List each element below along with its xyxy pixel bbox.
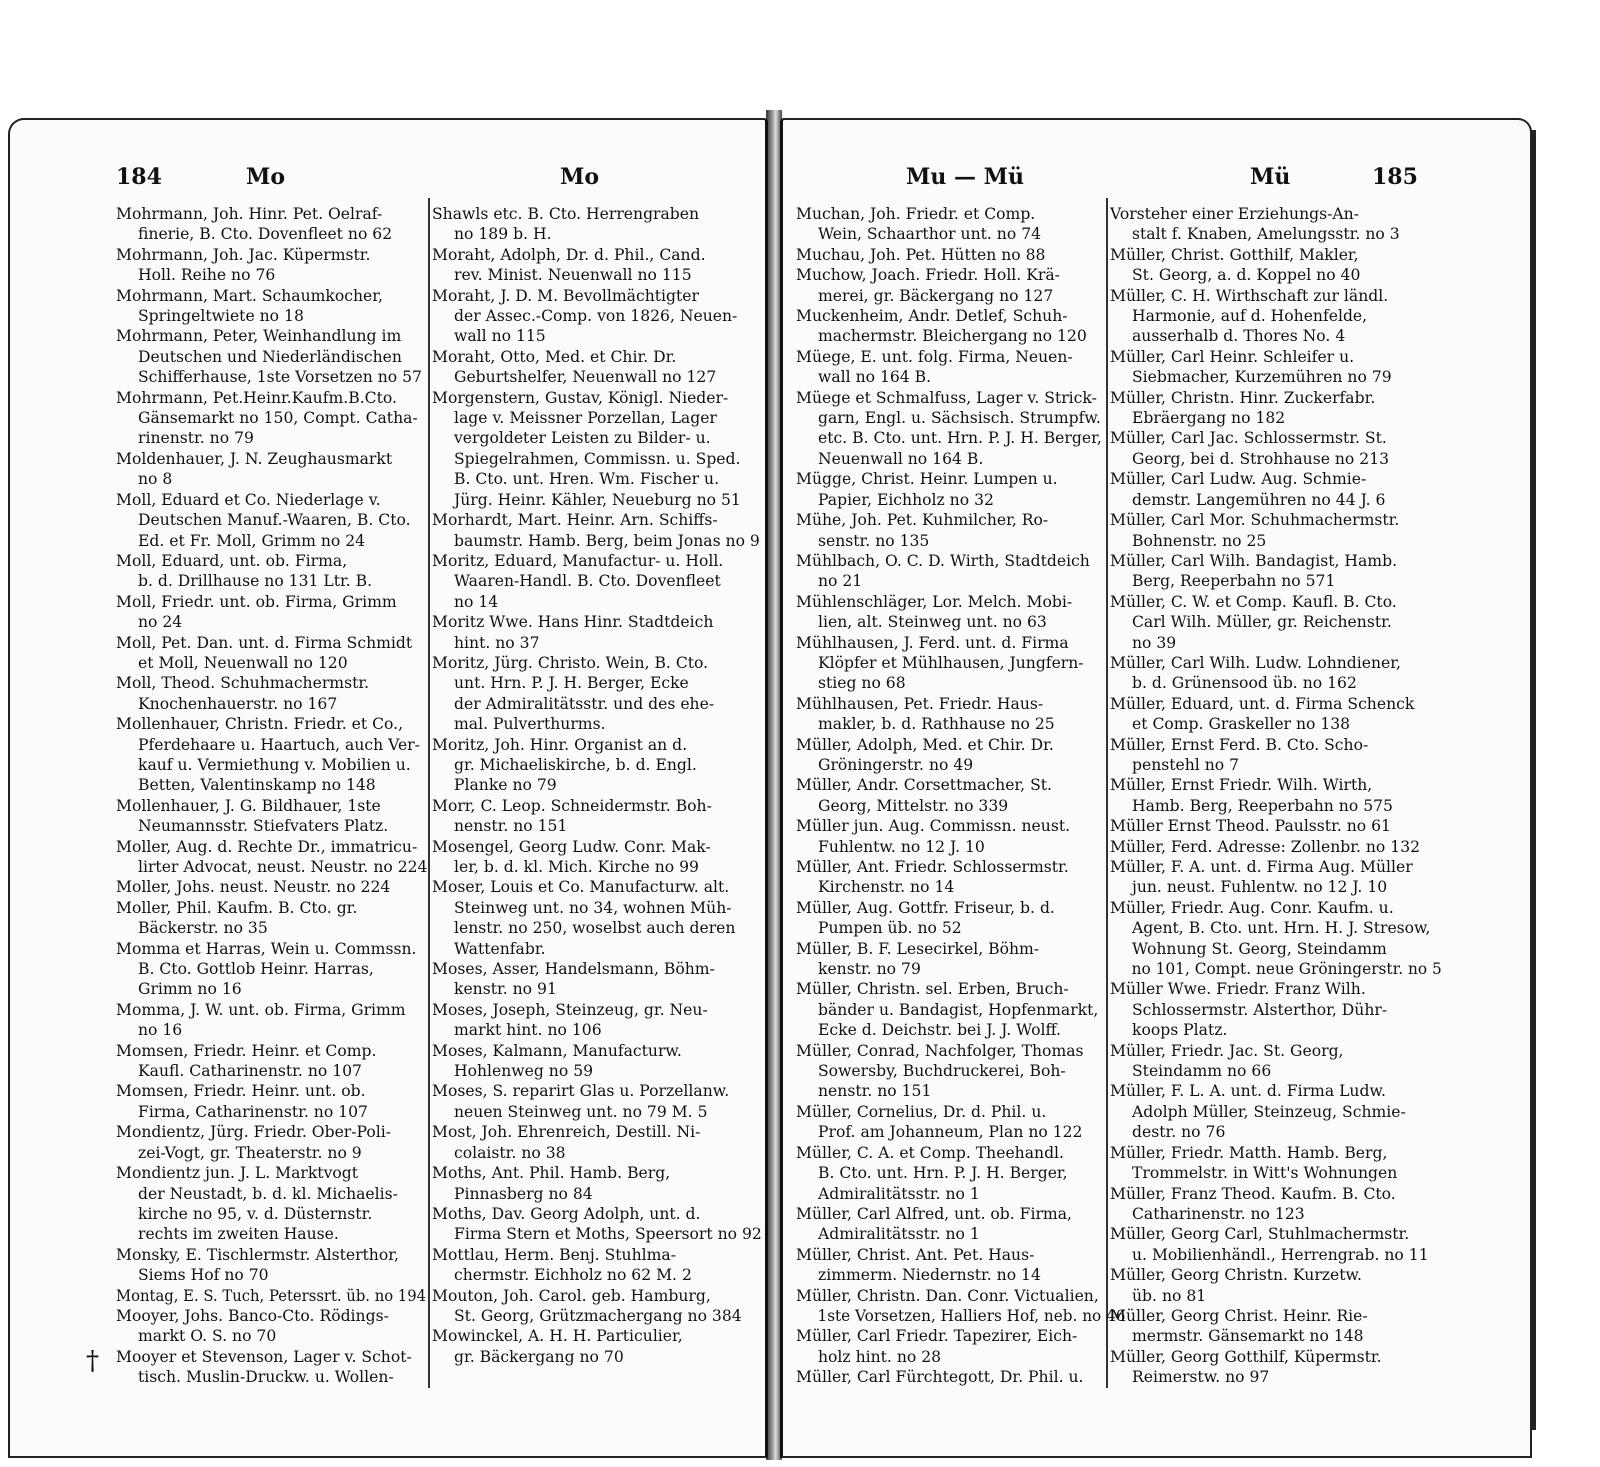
text-line: ler, b. d. kl. Mich. Kirche no 99 (454, 858, 699, 876)
right-page-column-2 (1110, 204, 1442, 1388)
text-line: Mohrmann, Joh. Hinr. Pet. Oelraf- (116, 205, 383, 223)
text-line: der Admiralitätsstr. und des ehe- (454, 694, 715, 713)
text-line: Müller, Franz Theod. Kaufm. B. Cto. (1110, 1184, 1396, 1203)
text-line: Momma et Harras, Wein u. Commssn. (116, 939, 417, 958)
text-line: Müller, Carl Wilh. Ludw. Lohndiener, (1110, 653, 1401, 672)
text-line: Geburtshelfer, Neuenwall no 127 (454, 368, 717, 387)
text-line: Mooyer et Stevenson, Lager v. Schot- (116, 1347, 412, 1366)
text-line: Kaufl. Catharinenstr. no 107 (138, 1062, 362, 1081)
text-line: Springeltwiete no 18 (138, 307, 304, 326)
text-line: Müller, Carl Jac. Schlossermstr. St. (1110, 429, 1387, 448)
left-column-rule (428, 198, 430, 1388)
text-line: kauf u. Vermiethung v. Mobilien u. (138, 755, 411, 774)
text-line: wall no 164 B. (818, 368, 932, 387)
text-line: kenstr. no 79 (818, 960, 921, 979)
text-line: Kirchenstr. no 14 (818, 878, 955, 897)
text-line: Müller, Friedr. Aug. Conr. Kaufm. u. (1110, 898, 1394, 917)
text-line: Müller, Ernst Friedr. Wilh. Wirth, (1110, 776, 1373, 795)
text-line: Pferdehaare u. Haartuch, auch Ver- (138, 735, 420, 754)
text-line: Jürg. Heinr. Kähler, Neueburg no 51 (454, 490, 741, 509)
text-line: Müller, Adolph, Med. et Chir. Dr. (796, 735, 1054, 754)
text-line: Harmonie, auf d. Hohenfelde, (1132, 307, 1368, 326)
text-line: der Assec.-Comp. von 1826, Neuen- (454, 307, 738, 326)
text-line: Müller, Christ. Gotthilf, Makler, (1110, 245, 1359, 264)
text-line: lien, alt. Steinweg unt. no 63 (818, 613, 1047, 632)
text-line: merei, gr. Bäckergang no 127 (818, 286, 1054, 305)
text-line: Neumannsstr. Stiefvaters Platz. (138, 817, 389, 836)
text-line: Moll, Theod. Schuhmachermstr. (116, 674, 370, 693)
text-line: no 39 (1132, 633, 1177, 652)
text-line: zimmerm. Niedernstr. no 14 (818, 1266, 1041, 1285)
text-line: ausserhalb d. Thores No. 4 (1132, 327, 1346, 346)
text-line: Müller, Christn. Dan. Conr. Victualien, (796, 1286, 1099, 1305)
text-line: Müller, Christn. Hinr. Zuckerfabr. (1110, 388, 1376, 407)
text-line: Müller, C. W. et Comp. Kaufl. B. Cto. (1110, 592, 1397, 611)
page-edge (1530, 130, 1536, 1430)
text-line: Moraht, Otto, Med. et Chir. Dr. (432, 347, 677, 366)
text-line: Betten, Valentinskamp no 148 (138, 776, 376, 795)
text-line: vergoldeter Leisten zu Bilder- u. (454, 429, 711, 448)
text-line: Mohrmann, Joh. Jac. Küpermstr. (116, 245, 371, 264)
text-line: Moller, Phil. Kaufm. B. Cto. gr. (116, 898, 358, 917)
text-line: Moses, Kalmann, Manufacturw. (432, 1041, 682, 1060)
text-line: Pinnasberg no 84 (454, 1184, 593, 1203)
text-line: Shawls etc. B. Cto. Herrengraben (432, 205, 700, 223)
text-line: Schlossermstr. Alsterthor, Dühr- (1132, 1000, 1388, 1019)
text-line: bänder u. Bandagist, Hopfenmarkt, (818, 1000, 1099, 1019)
text-line: Moll, Eduard et Co. Niederlage v. (116, 490, 381, 509)
text-line: Mohrmann, Peter, Weinhandlung im (116, 327, 402, 346)
text-line: Moritz, Jürg. Christo. Wein, B. Cto. (432, 653, 709, 672)
text-line: no 8 (138, 470, 173, 489)
text-line: Hamb. Berg, Reeperbahn no 575 (1132, 796, 1393, 815)
text-line: Mollenhauer, Christn. Friedr. et Co., (116, 715, 404, 734)
left-page-number: 184 (116, 164, 162, 190)
right-header-right: Mü (1250, 164, 1291, 190)
text-line: Moser, Louis et Co. Manufacturw. alt. (432, 878, 730, 897)
text-line: et Comp. Graskeller no 138 (1132, 715, 1351, 734)
text-line: Mühlhausen, Pet. Friedr. Haus- (796, 694, 1044, 713)
text-line: Steinweg unt. no 34, wohnen Müh- (454, 898, 732, 917)
text-line: b. d. Drillhause no 131 Ltr. B. (138, 572, 373, 591)
text-line: Bäckerstr. no 35 (138, 919, 268, 938)
text-line: lenstr. no 250, woselbst auch deren (454, 919, 736, 938)
text-line: markt O. S. no 70 (138, 1327, 277, 1346)
text-line: Carl Wilh. Müller, gr. Reichenstr. (1132, 613, 1392, 632)
text-line: et Moll, Neuenwall no 120 (138, 653, 348, 672)
text-line: Momsen, Friedr. Heinr. unt. ob. (116, 1082, 366, 1101)
text-line: mal. Pulverthurms. (454, 715, 606, 734)
text-line: Momma, J. W. unt. ob. Firma, Grimm (116, 1000, 406, 1019)
text-line: Müller, Ant. Friedr. Schlossermstr. (796, 858, 1069, 876)
text-line: Reimerstw. no 97 (1132, 1368, 1270, 1387)
text-line: Moses, S. reparirt Glas u. Porzellanw. (432, 1082, 730, 1101)
right-column-rule (1106, 198, 1108, 1388)
text-line: Müller, C. H. Wirthschaft zur ländl. (1110, 286, 1389, 305)
text-line: Steindamm no 66 (1132, 1062, 1272, 1081)
text-line: Müller, Friedr. Matth. Hamb. Berg, (1110, 1143, 1388, 1162)
text-line: Moses, Asser, Handelsmann, Böhm- (432, 960, 715, 979)
text-line: Ecke d. Deichstr. bei J. J. Wolff. (818, 1021, 1061, 1040)
text-line: Moritz, Joh. Hinr. Organist an d. (432, 735, 688, 754)
text-line: üb. no 81 (1132, 1286, 1207, 1305)
text-line: Montag, E. S. Tuch, Peterssrt. üb. no 194 (116, 1286, 427, 1305)
text-line: demstr. Langemühren no 44 J. 6 (1132, 490, 1386, 509)
text-line: neuen Steinweg unt. no 79 M. 5 (454, 1102, 708, 1121)
text-line: der Neustadt, b. d. kl. Michaelis- (138, 1184, 398, 1203)
text-line: Moll, Eduard, unt. ob. Firma, (116, 551, 348, 570)
text-line: Holl. Reihe no 76 (138, 266, 276, 285)
text-line: gr. Bäckergang no 70 (454, 1347, 624, 1366)
text-line: lage v. Meissner Porzellan, Lager (454, 409, 717, 428)
text-line: Fuhlentw. no 12 J. 10 (818, 837, 985, 856)
text-line: Müller, Ferd. Adresse: Zollenbr. no 132 (1110, 837, 1421, 856)
text-line: Vorsteher einer Erziehungs-An- (1110, 205, 1359, 223)
text-line: Wattenfabr. (454, 939, 546, 958)
text-line: Müller, F. L. A. unt. d. Firma Ludw. (1110, 1082, 1386, 1101)
text-line: Georg, bei d. Strohhause no 213 (1132, 449, 1390, 468)
text-line: Schifferhause, 1ste Vorsetzen no 57 (138, 368, 422, 387)
left-page-column-1 (116, 204, 426, 1388)
text-line: no 24 (138, 613, 183, 632)
text-line: Moll, Friedr. unt. ob. Firma, Grimm (116, 592, 397, 611)
text-line: Grimm no 16 (138, 980, 242, 999)
text-line: Muchow, Joach. Friedr. Holl. Krä- (796, 266, 1060, 285)
text-line: Müller, Eduard, unt. d. Firma Schenck (1110, 694, 1415, 713)
text-line: Müller, Cornelius, Dr. d. Phil. u. (796, 1102, 1047, 1121)
text-line: rechts im zweiten Hause. (138, 1225, 339, 1244)
text-line: Planke no 79 (454, 776, 557, 795)
text-line: no 16 (138, 1021, 183, 1040)
text-line: Wein, Schaarthor unt. no 74 (818, 225, 1042, 244)
text-line: stieg no 68 (818, 674, 906, 693)
text-line: Muchan, Joh. Friedr. et Comp. (796, 205, 1036, 223)
text-line: Müller, Conrad, Nachfolger, Thomas (796, 1041, 1084, 1060)
text-line: Müller, Christ. Ant. Pet. Haus- (796, 1245, 1035, 1264)
text-line: gr. Michaeliskirche, b. d. Engl. (454, 755, 697, 774)
text-line: Adolph Müller, Steinzeug, Schmie- (1132, 1102, 1406, 1121)
text-line: Moraht, J. D. M. Bevollmächtigter (432, 286, 699, 305)
text-line: Müller, Carl Alfred, unt. ob. Firma, (796, 1204, 1072, 1223)
text-line: colaistr. no 38 (454, 1143, 566, 1162)
text-line: Deutschen Manuf.-Waaren, B. Cto. (138, 511, 411, 530)
text-line: Müller, Georg Christ. Heinr. Rie- (1110, 1306, 1368, 1325)
text-line: Ed. et Fr. Moll, Grimm no 24 (138, 531, 366, 550)
text-line: Most, Joh. Ehrenreich, Destill. Ni- (432, 1123, 701, 1142)
text-line: no 189 b. H. (454, 225, 552, 244)
text-line: Müller, Andr. Corsettmacher, St. (796, 776, 1052, 795)
text-line: Mügge, Christ. Heinr. Lumpen u. (796, 470, 1058, 489)
text-line: nenstr. no 151 (454, 817, 568, 836)
text-line: Müller jun. Aug. Commissn. neust. (796, 817, 1071, 836)
text-line: Deutschen und Niederländischen (138, 347, 402, 366)
text-line: Müller, C. A. et Comp. Theehandl. (796, 1143, 1064, 1162)
text-line: wall no 115 (454, 327, 546, 346)
text-line: rev. Minist. Neuenwall no 115 (454, 266, 692, 285)
text-line: Georg, Mittelstr. no 339 (818, 796, 1009, 815)
text-line: kenstr. no 91 (454, 980, 557, 999)
text-line: Spiegelrahmen, Commissn. u. Sped. (454, 449, 741, 468)
text-line: Morhardt, Mart. Heinr. Arn. Schiffs- (432, 511, 718, 530)
text-line: u. Mobilienhändl., Herrengrab. no 11 (1132, 1245, 1429, 1264)
text-line: Waaren-Handl. B. Cto. Dovenfleet (454, 572, 721, 591)
text-line: Mondientz, Jürg. Friedr. Ober-Poli- (116, 1123, 392, 1142)
text-line: Müller, B. F. Lesecirkel, Böhm- (796, 939, 1040, 958)
text-line: Mühlbach, O. C. D. Wirth, Stadtdeich (796, 551, 1090, 570)
text-line: senstr. no 135 (818, 531, 930, 550)
text-line: Müller, Carl Fürchtegott, Dr. Phil. u. (796, 1368, 1084, 1387)
text-line: no 21 (818, 572, 863, 591)
text-line: B. Cto. unt. Hren. Wm. Fischer u. (454, 470, 720, 489)
text-line: no 101, Compt. neue Gröningerstr. no 5 (1131, 960, 1442, 979)
text-line: stalt f. Knaben, Amelungsstr. no 3 (1132, 225, 1400, 244)
text-line: Muckenheim, Andr. Detlef, Schuh- (796, 307, 1068, 326)
text-line: Müller, Georg Christn. Kurzetw. (1110, 1266, 1362, 1285)
text-line: Mohrmann, Mart. Schaumkocher, (116, 286, 383, 305)
text-line: Mühlenschläger, Lor. Melch. Mobi- (796, 592, 1073, 611)
right-page-number: 185 (1372, 164, 1418, 190)
text-line: Hohlenweg no 59 (454, 1062, 594, 1081)
text-line: kirche no 95, v. d. Düsternstr. (138, 1204, 373, 1223)
text-line: Moths, Dav. Georg Adolph, unt. d. (432, 1204, 701, 1223)
text-line: Mooyer, Johs. Banco-Cto. Rödings- (116, 1306, 389, 1325)
text-line: Müller, Friedr. Jac. St. Georg, (1110, 1041, 1344, 1060)
text-line: Morgenstern, Gustav, Königl. Nieder- (432, 388, 729, 407)
text-line: Berg, Reeperbahn no 571 (1132, 572, 1336, 591)
text-line: Wohnung St. Georg, Steindamm (1132, 939, 1387, 958)
text-line: markt hint. no 106 (454, 1021, 602, 1040)
text-line: Mühe, Joh. Pet. Kuhmilcher, Ro- (796, 511, 1049, 530)
text-line: Gänsemarkt no 150, Compt. Catha- (138, 409, 418, 428)
text-line: Müller, F. A. unt. d. Firma Aug. Müller (1110, 858, 1413, 876)
text-line: Firma Stern et Moths, Speersort no 92 (454, 1225, 762, 1244)
text-line: holz hint. no 28 (818, 1347, 942, 1366)
text-line: destr. no 76 (1132, 1123, 1226, 1142)
text-line: Siems Hof no 70 (138, 1266, 269, 1285)
text-line: Müller, Carl Ludw. Aug. Schmie- (1110, 470, 1367, 489)
text-line: mermstr. Gänsemarkt no 148 (1132, 1327, 1364, 1346)
text-line: Müller, Carl Heinr. Schleifer u. (1110, 347, 1355, 366)
text-line: St. Georg, a. d. Koppel no 40 (1132, 266, 1361, 285)
text-line: Admiralitätsstr. no 1 (818, 1184, 980, 1203)
text-line: Papier, Eichholz no 32 (818, 490, 994, 509)
right-header-left: Mu — Mü (906, 164, 1025, 190)
text-line: Müller, Carl Mor. Schuhmachermstr. (1110, 511, 1400, 530)
text-line: Momsen, Friedr. Heinr. et Comp. (116, 1041, 377, 1060)
text-line: Mowinckel, A. H. H. Particulier, (432, 1327, 683, 1346)
text-line: Moritz Wwe. Hans Hinr. Stadtdeich (432, 613, 714, 632)
text-line: no 14 (454, 592, 499, 611)
text-line: Agent, B. Cto. unt. Hrn. H. J. Stresow, (1132, 919, 1431, 938)
text-line: Müller Ernst Theod. Paulsstr. no 61 (1110, 817, 1391, 836)
margin-mark: † (86, 1346, 99, 1376)
text-line: Prof. am Johanneum, Plan no 122 (818, 1123, 1083, 1142)
text-line: Moths, Ant. Phil. Hamb. Berg, (432, 1164, 671, 1183)
text-line: garn, Engl. u. Sächsisch. Strumpfw. (818, 409, 1101, 428)
text-line: Müller, Georg Carl, Stuhlmachermstr. (1110, 1225, 1410, 1244)
text-line: Sowersby, Buchdruckerei, Boh- (818, 1062, 1066, 1081)
text-line: Müller, Georg Gotthilf, Küpermstr. (1110, 1347, 1382, 1366)
text-line: Mühlhausen, J. Ferd. unt. d. Firma (796, 633, 1069, 652)
text-line: rinenstr. no 79 (138, 429, 254, 448)
text-line: Gröningerstr. no 49 (818, 755, 974, 774)
text-line: St. Georg, Grützmachergang no 384 (454, 1306, 742, 1325)
text-line: makler, b. d. Rathhause no 25 (818, 715, 1055, 734)
text-line: Ebräergang no 182 (1132, 409, 1286, 428)
text-line: Moses, Joseph, Steinzeug, gr. Neu- (432, 1000, 708, 1019)
text-line: tisch. Muslin-Druckw. u. Wollen- (138, 1368, 394, 1387)
text-line: B. Cto. Gottlob Heinr. Harras, (138, 960, 374, 979)
text-line: B. Cto. unt. Hrn. P. J. H. Berger, (818, 1164, 1068, 1183)
text-line: jun. neust. Fuhlentw. no 12 J. 10 (1132, 878, 1388, 897)
text-line: Bohnenstr. no 25 (1132, 531, 1267, 550)
text-line: Siebmacher, Kurzemühren no 79 (1132, 368, 1392, 387)
text-line: Mottlau, Herm. Benj. Stuhlma- (432, 1245, 676, 1264)
text-line: b. d. Grünensood üb. no 162 (1132, 674, 1357, 693)
text-line: etc. B. Cto. unt. Hrn. P. J. H. Berger, (818, 429, 1102, 448)
text-line: Mosengel, Georg Ludw. Conr. Mak- (432, 837, 711, 856)
text-line: Catharinenstr. no 123 (1132, 1204, 1305, 1223)
text-line: Müller, Ernst Ferd. B. Cto. Scho- (1110, 735, 1369, 754)
text-line: Mohrmann, Pet.Heinr.Kaufm.B.Cto. (116, 388, 397, 407)
text-line: Müege, E. unt. folg. Firma, Neuen- (796, 347, 1073, 366)
text-line: finerie, B. Cto. Dovenfleet no 62 (138, 225, 393, 244)
text-line: Pumpen üb. no 52 (818, 919, 962, 938)
text-line: Trommelstr. in Witt's Wohnungen (1132, 1164, 1398, 1183)
left-page-column-2 (432, 204, 762, 1367)
left-header-left: Mo (246, 164, 286, 190)
text-line: Moll, Pet. Dan. unt. d. Firma Schmidt (116, 633, 413, 652)
left-header-right: Mo (560, 164, 600, 190)
text-line: Mondientz jun. J. L. Marktvogt (116, 1164, 359, 1183)
text-line: Moller, Aug. d. Rechte Dr., immatricu- (116, 837, 418, 856)
text-line: Admiralitätsstr. no 1 (818, 1225, 980, 1244)
text-line: Moldenhauer, J. N. Zeughausmarkt (116, 449, 393, 468)
text-line: Monsky, E. Tischlermstr. Alsterthor, (116, 1245, 399, 1264)
text-line: zei-Vogt, gr. Theaterstr. no 9 (138, 1143, 362, 1162)
text-line: Moritz, Eduard, Manufactur- u. Holl. (432, 551, 724, 570)
text-line: Müller, Aug. Gottfr. Friseur, b. d. (796, 898, 1055, 917)
text-line: Mouton, Joh. Carol. geb. Hamburg, (432, 1286, 711, 1305)
right-page-column-1 (796, 204, 1126, 1388)
text-line: Klöpfer et Mühlhausen, Jungfern- (818, 653, 1084, 672)
text-line: Müege et Schmalfuss, Lager v. Strick- (796, 388, 1097, 407)
text-line: Müller, Carl Friedr. Tapezirer, Eich- (796, 1327, 1078, 1346)
text-line: Müller, Carl Wilh. Bandagist, Hamb. (1110, 551, 1398, 570)
text-line: Mollenhauer, J. G. Bildhauer, 1ste (116, 796, 381, 815)
text-line: hint. no 37 (454, 633, 540, 652)
text-line: unt. Hrn. P. J. H. Berger, Ecke (454, 674, 689, 693)
text-line: Müller Wwe. Friedr. Franz Wilh. (1110, 980, 1366, 999)
text-line: lirter Advocat, neust. Neustr. no 224 (138, 858, 428, 876)
text-line: Knochenhauerstr. no 167 (138, 694, 338, 713)
text-line: Muchau, Joh. Pet. Hütten no 88 (796, 245, 1046, 264)
text-line: Moller, Johs. neust. Neustr. no 224 (116, 878, 391, 897)
text-line: machermstr. Bleichergang no 120 (818, 327, 1087, 346)
text-line: Neuenwall no 164 B. (818, 449, 984, 468)
text-line: penstehl no 7 (1132, 755, 1240, 774)
text-line: Moraht, Adolph, Dr. d. Phil., Cand. (432, 245, 706, 264)
text-line: chermstr. Eichholz no 62 M. 2 (454, 1266, 692, 1285)
text-line: baumstr. Hamb. Berg, beim Jonas no 9 (454, 531, 760, 550)
text-line: Morr, C. Leop. Schneidermstr. Boh- (432, 796, 712, 815)
text-line: koops Platz. (1132, 1021, 1228, 1040)
text-line: 1ste Vorsetzen, Halliers Hof, neb. no 46 (817, 1306, 1126, 1325)
text-line: Firma, Catharinenstr. no 107 (138, 1102, 368, 1121)
text-line: nenstr. no 151 (818, 1082, 932, 1101)
text-line: Müller, Christn. sel. Erben, Bruch- (796, 980, 1069, 999)
